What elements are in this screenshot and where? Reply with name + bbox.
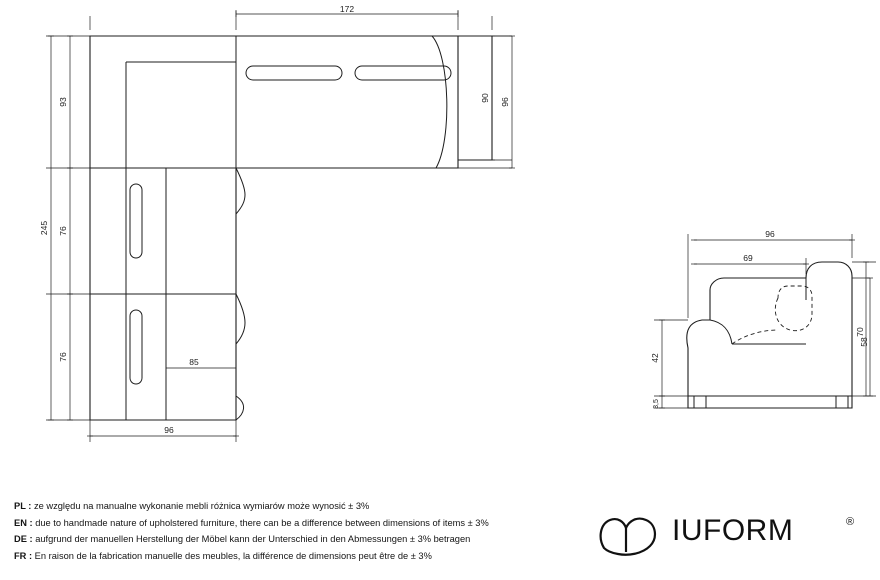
dim-seat-depth: 69 [743, 253, 753, 263]
note-text-en: due to handmade nature of upholstered furniture, there can be a difference between dimensions of items ± 3% [35, 517, 489, 528]
note-row [14, 531, 584, 548]
dim-module-height-middle: 76 [58, 226, 68, 236]
dim-backrest-height: 58 [859, 337, 869, 347]
note-code-fr: FR : [14, 550, 33, 561]
brand-name: IUFORM [672, 514, 794, 547]
note-code-pl: PL : [14, 501, 32, 511]
side-view-sofa-outline [687, 262, 852, 408]
dimension-labels [39, 4, 869, 435]
dim-leg-height: 3,5 [653, 399, 660, 409]
dim-right-module-depth: 96 [500, 97, 510, 107]
dim-overall-length: 245 [39, 220, 49, 236]
dim-total-height: 70 [855, 327, 865, 337]
brand-logo [594, 508, 864, 564]
top-view-sofa-outline [90, 36, 492, 420]
note-row [14, 498, 584, 515]
disclaimer-notes [14, 498, 584, 564]
dim-armrest-height: 42 [650, 353, 660, 363]
note-text-fr: En raison de la fabrication manuelle des meubles, la différence de dimensions peut être de ± 3% [34, 550, 432, 561]
note-row [14, 515, 584, 532]
note-code-en: EN : [14, 517, 33, 528]
dim-overall-bottom-width: 96 [164, 425, 174, 435]
dim-module-height-lower: 76 [58, 352, 68, 362]
dim-seat-width: 85 [189, 357, 199, 367]
note-text-de: aufgrund der manuellen Herstellung der Möbel kann der Unterschied in den Abmessungen ± 3% betragen [35, 534, 471, 544]
note-code-de: DE : [14, 534, 33, 544]
dim-overall-top-width: 172 [339, 4, 355, 14]
note-text-pl: ze względu na manualne wykonanie mebli różnica wymiarów może wynosić ± 3% [34, 501, 370, 511]
dim-total-depth: 96 [765, 229, 775, 239]
dim-chaise-depth: 90 [480, 93, 490, 103]
dim-backrest-depth-left: 93 [58, 97, 68, 107]
note-row [14, 548, 584, 565]
brand-registered-mark: ® [846, 516, 855, 528]
side-view-dimensions [654, 234, 876, 408]
